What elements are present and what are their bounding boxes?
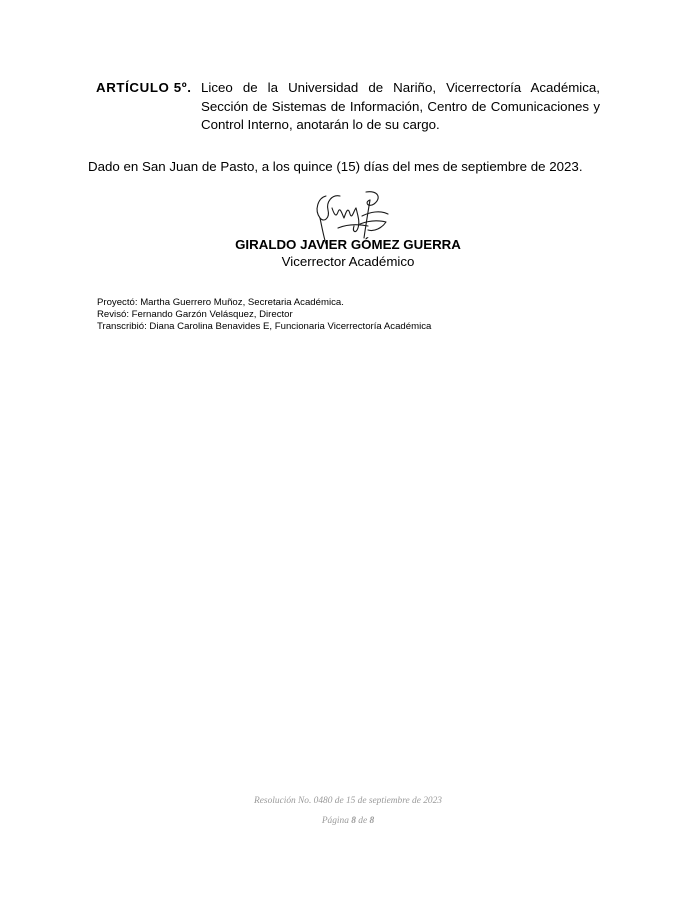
article-5 <box>96 79 600 135</box>
article-label: ARTÍCULO 5º. <box>96 80 192 95</box>
document-credits <box>97 297 431 332</box>
page-current: 8 <box>351 816 356 826</box>
footer-resolution-reference: Resolución No. 0480 de 15 de septiembre de 2023 <box>254 796 442 806</box>
page-total: 8 <box>369 816 375 826</box>
footer-page-number <box>0 816 696 826</box>
signer-role: Vicerrector Académico <box>281 254 415 269</box>
credit-reviewed-by: Revisó: Fernando Garzón Velásquez, Director <box>97 308 293 320</box>
article-text: Liceo de la Universidad de Nariño, Vicerrectoría Académica, Sección de Sistemas de Información, Centro de Comunicaciones y Control Interno, anotarán lo de su cargo. <box>201 80 600 132</box>
signer-name: GIRALDO JAVIER GÓMEZ GUERRA <box>235 237 461 252</box>
page-prefix: Página <box>321 816 349 826</box>
dated-statement: Dado en San Juan de Pasto, a los quince (15) días del mes de septiembre de 2023. <box>88 159 583 174</box>
credit-projected-by: Proyectó: Martha Guerrero Muñoz, Secretaria Académica. <box>97 297 344 308</box>
page-separator: de <box>358 816 368 826</box>
credit-transcribed-by: Transcribió: Diana Carolina Benavides E, Funcionaria Vicerrectoría Académica <box>97 320 432 332</box>
